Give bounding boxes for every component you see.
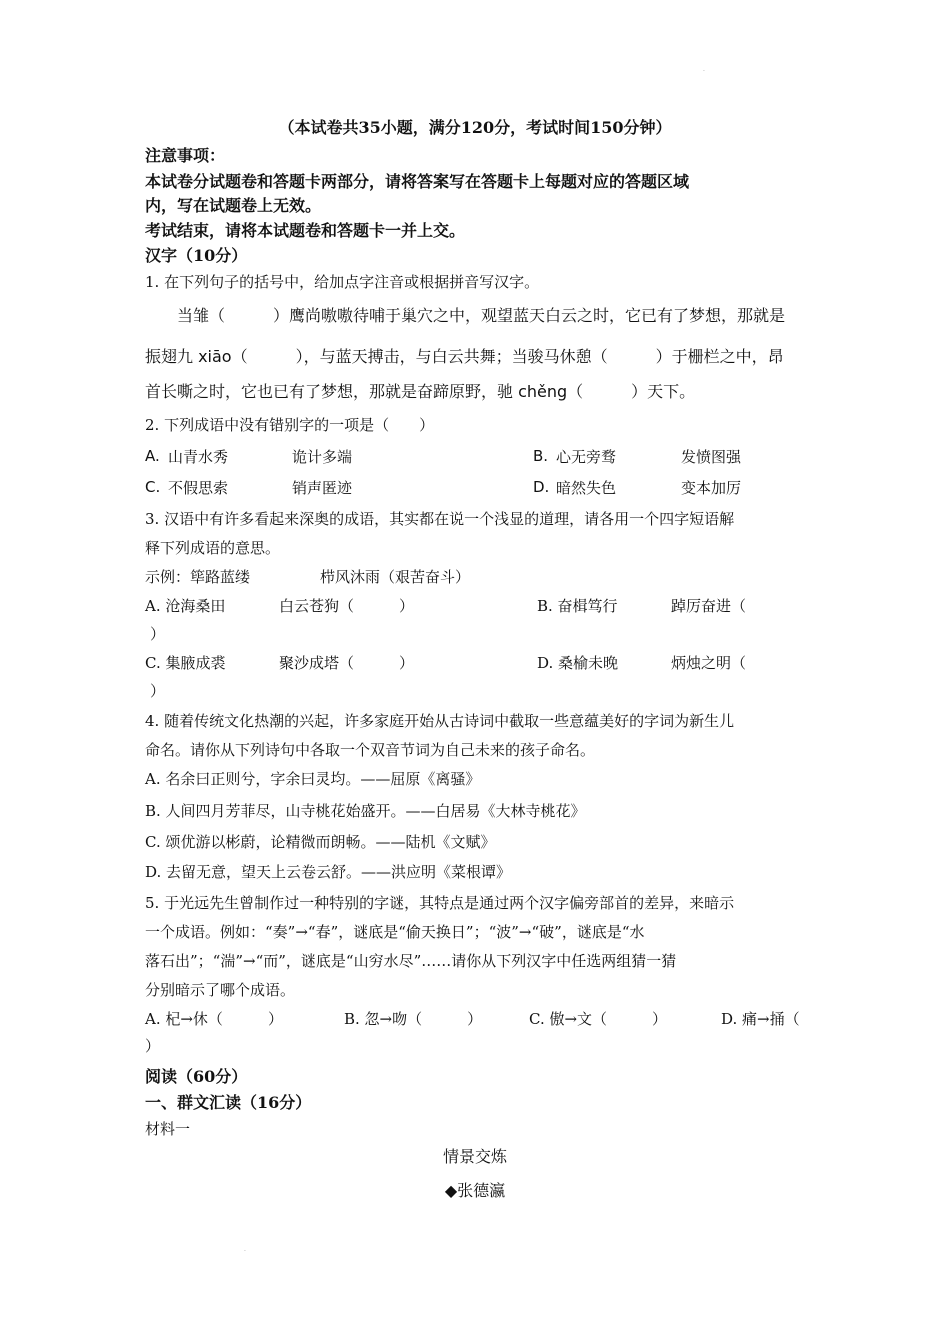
q4-option-b: B. 人间四月芳菲尽，山寺桃花始盛开。——白居易《大林寺桃花》 [145, 802, 586, 820]
q3-option-c-1: C. 集腋成裘 [145, 654, 226, 672]
q3-option-a-2: 白云苍狗（ ） [279, 597, 415, 615]
q5-option-a: A. 杞→休（ ） [145, 1010, 283, 1028]
q5-option-d: D. 痛→捅（ [721, 1010, 800, 1028]
q3-option-d-1: D. 桑榆未晚 [537, 654, 619, 672]
q2-option-d-1: 暗然失色 [556, 479, 617, 497]
q2-option-c-label: C. [145, 478, 161, 496]
corner-mark: . [703, 66, 705, 73]
q4-option-c: C. 颂优游以彬蔚，论精微而朗畅。——陆机《文赋》 [145, 833, 496, 851]
q4-stem-a: 4. 随着传统文化热潮的兴起，许多家庭开始从古诗词中截取一些意蕴美好的字词为新生儿 [145, 712, 735, 730]
q1-stem: 1. 在下列句子的括号中，给加点字注音或根据拼音写汉字。 [145, 273, 540, 291]
q5-line-2: 一个成语。例如：“奏”→“春”，谜底是“偷天换日”；“波”→“破”，谜底是“水 [145, 923, 645, 941]
article-title: 情景交炼 [442, 1147, 507, 1166]
q3-option-a-1: A. 沧海桑田 [145, 597, 226, 615]
q3-option-c-2: 聚沙成塔（ ） [279, 654, 415, 672]
q2-option-a-2: 诡计多端 [292, 448, 353, 466]
q1-passage-line-3: 首长嘶之时，它也已有了梦想，那就是奋蹄原野，驰 chěng（ ）天下。 [145, 382, 696, 401]
q5-line-4: 分别暗示了哪个成语。 [145, 981, 296, 999]
q4-option-a: A. 名余曰正则兮，字余曰灵均。——屈原《离骚》 [145, 770, 481, 788]
q3-example-b: 栉风沐雨（艰苦奋斗） [320, 568, 471, 586]
exam-info: （本试卷共35小题，满分120分，考试时间150分钟） [278, 118, 672, 137]
q2-option-b-1: 心无旁骛 [556, 448, 617, 466]
q4-stem-b: 命名。请你从下列诗句中各取一个双音节词为自己未来的孩子命名。 [145, 741, 596, 759]
q3-stem-b: 释下列成语的意思。 [145, 539, 281, 557]
q2-option-d-2: 变本加厉 [681, 479, 742, 497]
section-hanzi-title: 汉字（10分） [145, 246, 248, 265]
q3-close-paren-1: ） [150, 625, 166, 643]
q4-option-d: D. 去留无意，望天上云卷云舒。——洪应明《菜根谭》 [145, 863, 512, 881]
q5-line-1: 5. 于光远先生曾制作过一种特别的字谜，其特点是通过两个汉字偏旁部首的差异，来暗示 [145, 894, 735, 912]
article-author: ◆张德瀛 [444, 1181, 506, 1200]
notice-title: 注意事项： [145, 146, 226, 165]
q3-close-paren-2: ） [150, 682, 166, 700]
q1-passage-line-2: 振翅九 xiāo（ ），与蓝天搏击，与白云共舞；当骏马休憩（ ）于栅栏之中，昂 [145, 347, 784, 366]
q2-option-c-2: 销声匿迹 [292, 479, 353, 497]
q3-example-a: 示例：筚路蓝缕 [145, 568, 251, 586]
q1-passage-line-1: 当雏（ ）鹰尚嗷嗷待哺于巢穴之中，观望蓝天白云之时，它已有了梦想，那就是 [177, 306, 786, 325]
notice-line-1a: 本试卷分试题卷和答题卡两部分，请将答案写在答题卡上每题对应的答题区域 [145, 172, 690, 191]
q2-option-b-label: B. [533, 447, 549, 465]
q2-option-c-1: 不假思索 [168, 479, 229, 497]
material-label: 材料一 [145, 1120, 191, 1138]
q5-option-b: B. 忽→吻（ ） [344, 1010, 483, 1028]
section-reading-title: 阅读（60分） [145, 1067, 248, 1086]
notice-line-1b: 内，写在试题卷上无效。 [145, 196, 322, 215]
q3-option-d-2: 炳烛之明（ [671, 654, 747, 672]
section-reading-subtitle: 一、群文汇读（16分） [145, 1093, 312, 1112]
q2-stem: 2. 下列成语中没有错别字的一项是（ ） [145, 416, 435, 434]
q2-option-a-label: A. [145, 447, 160, 465]
q3-option-b-2: 踔厉奋进（ [671, 597, 747, 615]
footer-mark: . [244, 1246, 246, 1253]
q2-option-b-2: 发愤图强 [681, 448, 742, 466]
q2-option-d-label: D. [533, 478, 550, 496]
q3-stem-a: 3. 汉语中有许多看起来深奥的成语，其实都在说一个浅显的道理，请各用一个四字短语解 [145, 510, 735, 528]
q5-close-paren: ） [145, 1037, 161, 1055]
q5-line-3: 落石出”；“湍”→“而”，谜底是“山穷水尽”……请你从下列汉字中任选两组猜一猜 [145, 952, 677, 970]
q5-option-c: C. 傲→文（ ） [529, 1010, 668, 1028]
q2-option-a-1: 山青水秀 [168, 448, 229, 466]
q3-option-b-1: B. 奋楫笃行 [537, 597, 618, 615]
notice-line-2: 考试结束，请将本试题卷和答题卡一并上交。 [145, 221, 466, 240]
